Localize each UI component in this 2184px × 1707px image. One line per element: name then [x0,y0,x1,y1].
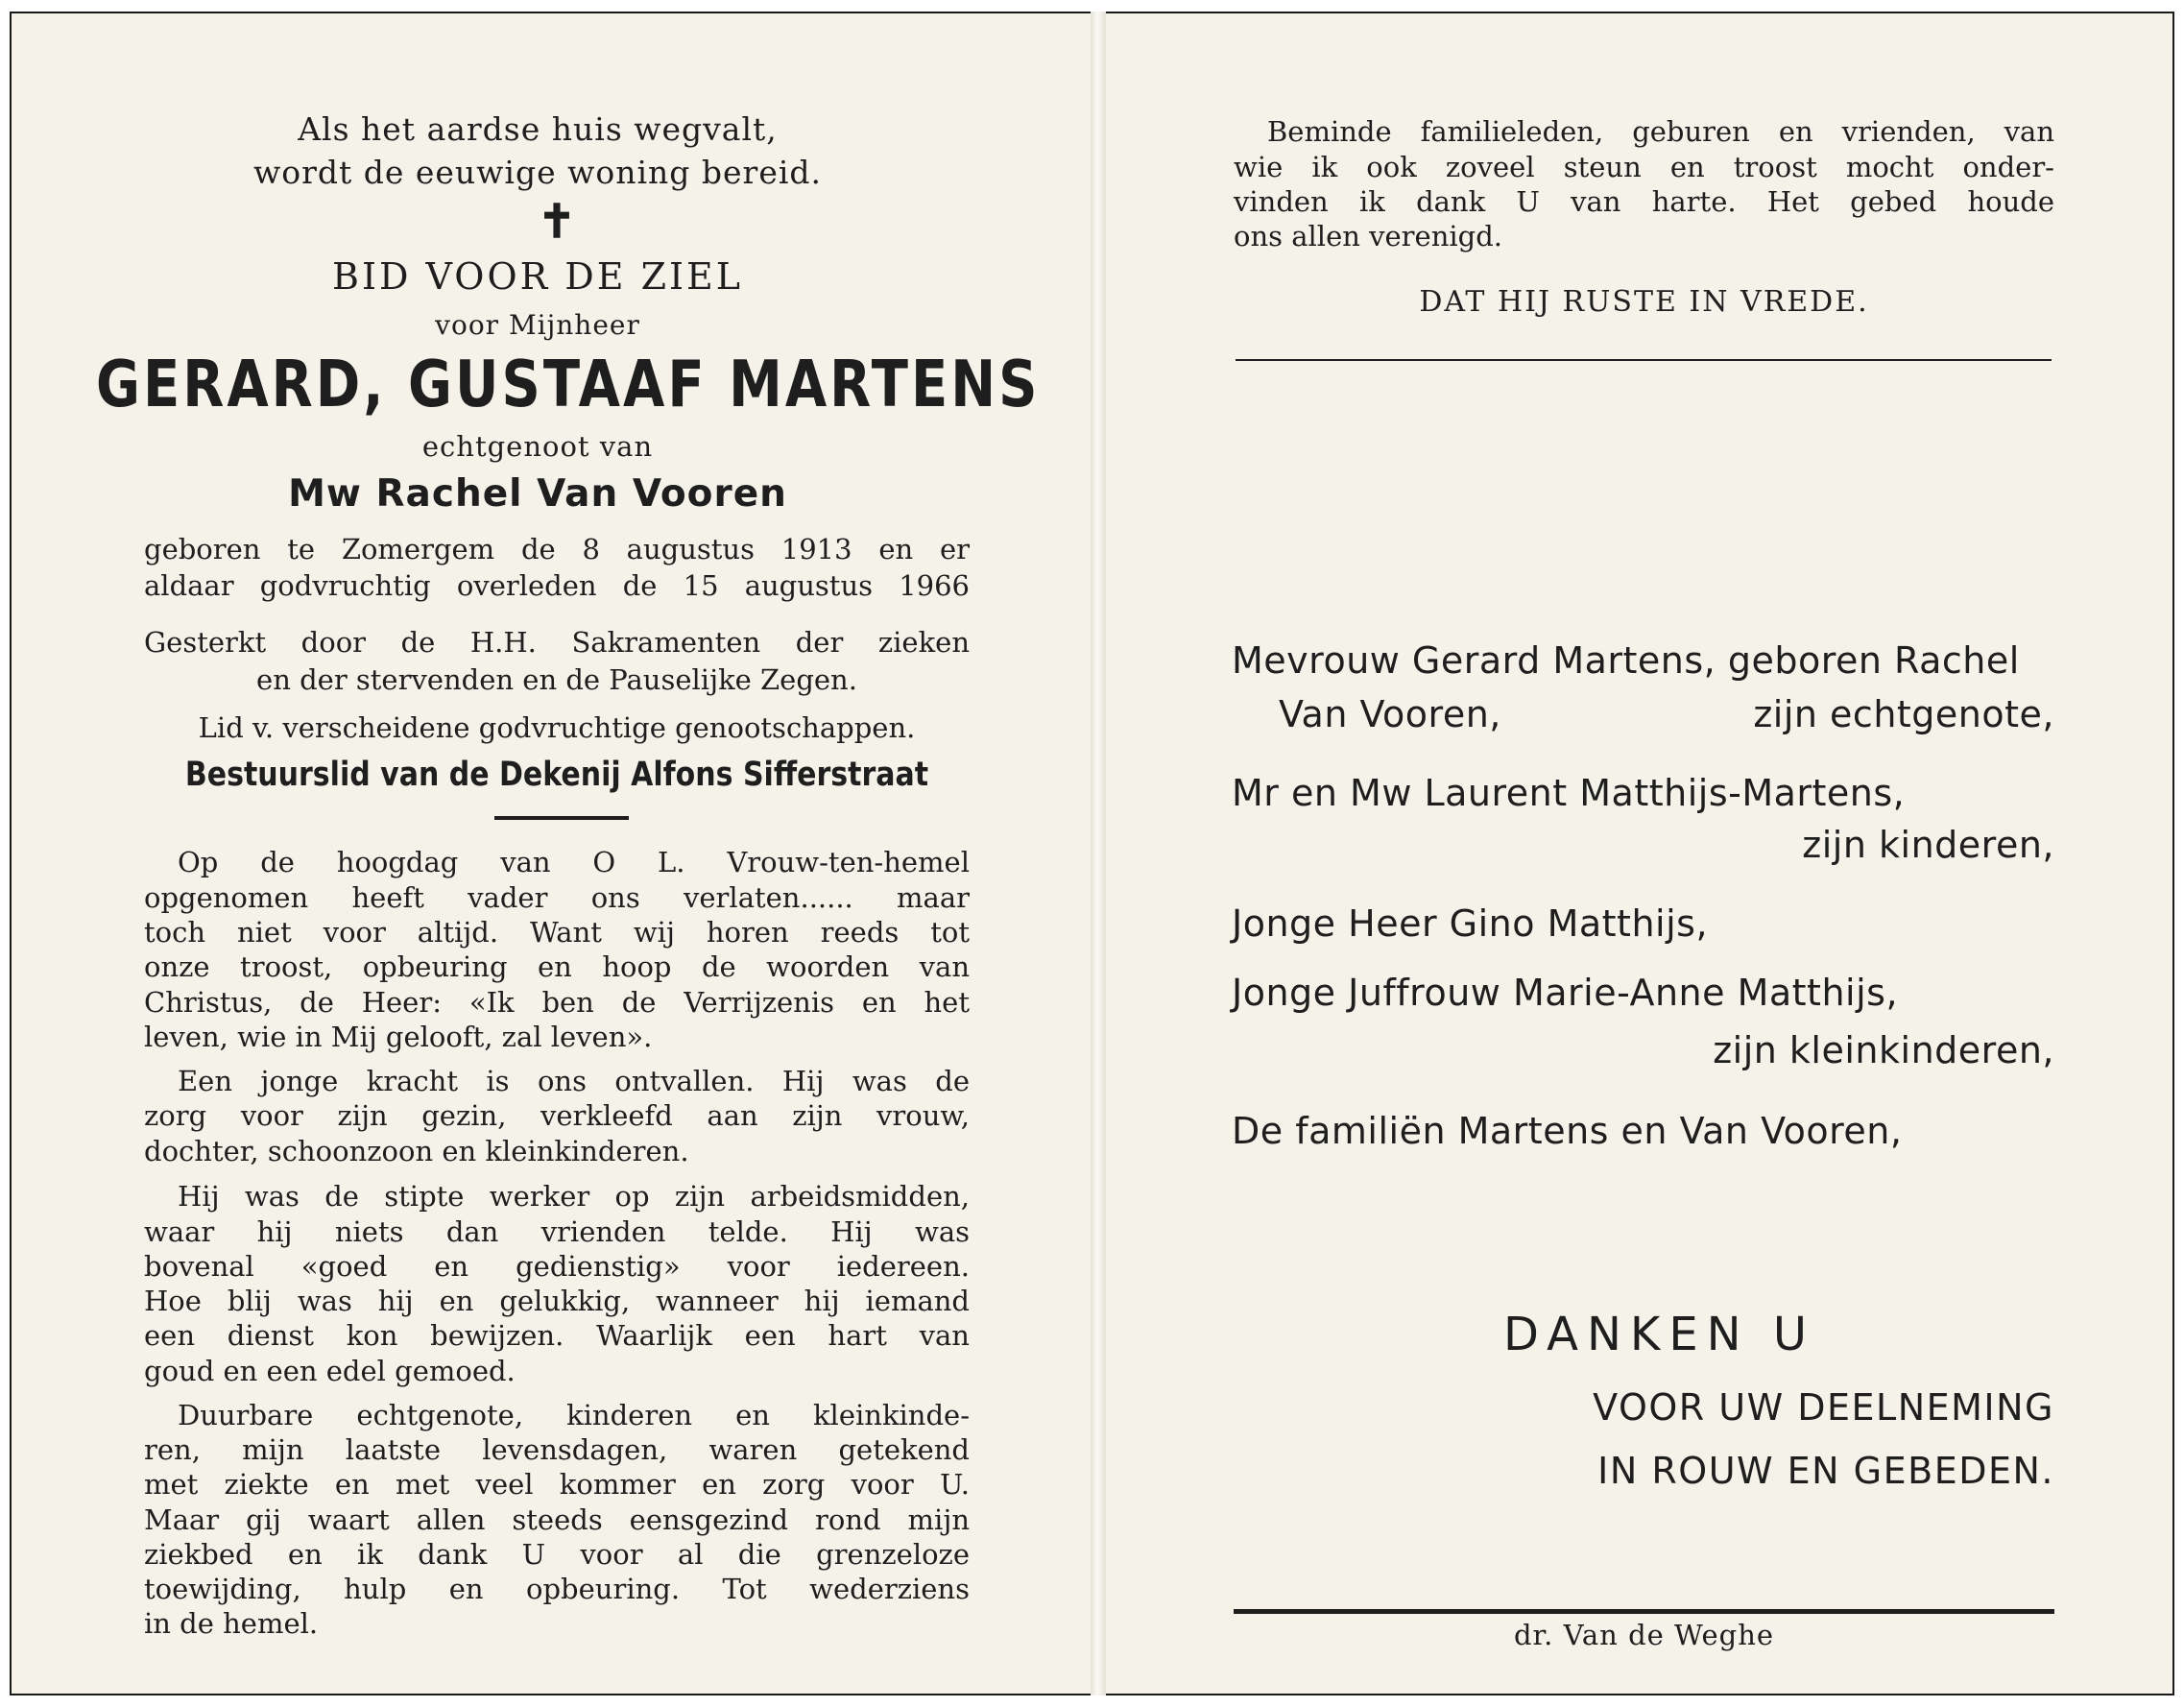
left-divider [494,816,629,820]
thanks-text-line-4: ons allen verenigd. [1234,220,1503,252]
birth-line: geboren te Zomergem de 8 augustus 1913 en er [144,533,970,565]
paragraph-3-line-5: een dienst kon bewijzen. Waarlijk een hart van [144,1319,970,1352]
paragraph-4-line-6: toewijding, hulp en opbeuring. Tot wederziens [144,1573,970,1605]
right-divider-bottom [1234,1609,2054,1614]
grandchild-1: Jonge Heer Gino Matthijs, [1232,902,1709,945]
grandchild-2: Jonge Juffrouw Marie-Anne Matthijs, [1232,972,1899,1014]
paragraph-1-line-1: Op de hoogdag van O L. Vrouw-ten-hemel [178,846,970,878]
spouse-name: Mw Rachel Van Vooren [288,472,787,516]
paragraph-1-line-2: opgenomen heeft vader ons verlaten...... maar [144,881,970,914]
grandchildren-label: zijn kleinkinderen, [1713,1029,2054,1071]
paragraph-1-line-3: toch niet voor altijd. Want wij horen reeds tot [144,916,970,949]
prayer-heading: BID VOOR DE ZIEL [332,255,743,298]
board-member-line: Bestuurslid van de Dekenij Alfons Sifferstraat [184,756,929,795]
paragraph-3-line-1: Hij was de stipte werker op zijn arbeidsmidden, [178,1180,970,1213]
thanks-line-1: VOOR UW DEELNEMING [1593,1386,2054,1429]
paragraph-4-line-2: ren, mijn laatste levensdagen, waren getekend [144,1433,970,1466]
salutation: voor Mijnheer [435,309,640,341]
paragraph-3-line-6: goud en een edel gemoed. [144,1355,516,1387]
thanks-text-line-1: Beminde familieleden, geburen en vrienden, van [1267,115,2054,148]
children-line-2: zijn kinderen, [1802,824,2054,866]
paragraph-4-line-3: met ziekte en met veel kommer en zorg voor U. [144,1468,970,1501]
paragraph-1-line-5: Christus, de Heer: «Ik ben de Verrijzenis en het [144,986,970,1019]
death-line: aldaar godvruchtig overleden de 15 augustus 1966 [144,569,970,602]
widow-line-2b: zijn echtgenote, [1753,693,2054,735]
printer-credit: dr. Van de Weghe [1513,1619,1775,1651]
widow-line-2a: Van Vooren, [1279,693,1501,735]
deceased-name: GERARD, GUSTAAF MARTENS [96,348,1041,422]
cross-icon: ✝ [537,195,577,249]
card-fold [1091,12,1106,1695]
children-line-1: Mr en Mw Laurent Matthijs-Martens, [1232,772,1906,814]
sacraments-line-1: Gesterkt door de H.H. Sakramenten der zieken [144,626,970,659]
epigraph-line-2: wordt de eeuwige woning bereid. [252,154,823,191]
paragraph-3-line-2: waar hij niets dan vrienden telde. Hij was [144,1215,970,1248]
paragraph-3-line-4: Hoe blij was hij en gelukkig, wanneer hij iemand [144,1285,970,1317]
thanks-text-line-3: vinden ik dank U van harte. Het gebed houde [1234,185,2054,218]
paragraph-4-line-4: Maar gij waart allen steeds eensgezind rond mijn [144,1503,970,1536]
thanks-heading: DANKEN U [1503,1308,1815,1361]
paragraph-2-line-1: Een jonge kracht is ons ontvallen. Hij was de [178,1065,970,1097]
paragraph-1-line-6: leven, wie in Mij gelooft, zal leven». [144,1021,653,1053]
paragraph-2-line-2: zorg voor zijn gezin, verkleefd aan zijn vrouw, [144,1099,970,1132]
sacraments-line-2: en der stervenden en de Pauselijke Zegen. [256,663,857,696]
thanks-line-2: IN ROUW EN GEBEDEN. [1597,1450,2054,1492]
paragraph-3-line-3: bovenal «goed en gedienstig» voor iedereen. [144,1250,970,1283]
thanks-text-line-2: wie ik ook zoveel steun en troost mocht onder- [1234,151,2054,183]
spouse-intro: echtgenoot van [421,430,654,463]
paragraph-4-line-7: in de hemel. [144,1607,319,1640]
paragraph-2-line-3: dochter, schoonzoon en kleinkinderen. [144,1135,689,1167]
rest-in-peace: DAT HIJ RUSTE IN VREDE. [1419,285,1869,319]
membership-line: Lid v. verscheidene godvruchtige genootschappen. [198,711,916,744]
widow-line-1: Mevrouw Gerard Martens, geboren Rachel [1232,639,2020,682]
families-line: De familiën Martens en Van Vooren, [1232,1110,1903,1152]
paragraph-4-line-5: ziekbed en ik dank U voor al die grenzeloze [144,1538,970,1571]
right-divider-top [1236,359,2052,361]
epigraph-line-1: Als het aardse huis wegvalt, [298,110,778,148]
paragraph-1-line-4: onze troost, opbeuring en hoop de woorden van [144,950,970,983]
paragraph-4-line-1: Duurbare echtgenote, kinderen en kleinkinde- [178,1399,970,1431]
